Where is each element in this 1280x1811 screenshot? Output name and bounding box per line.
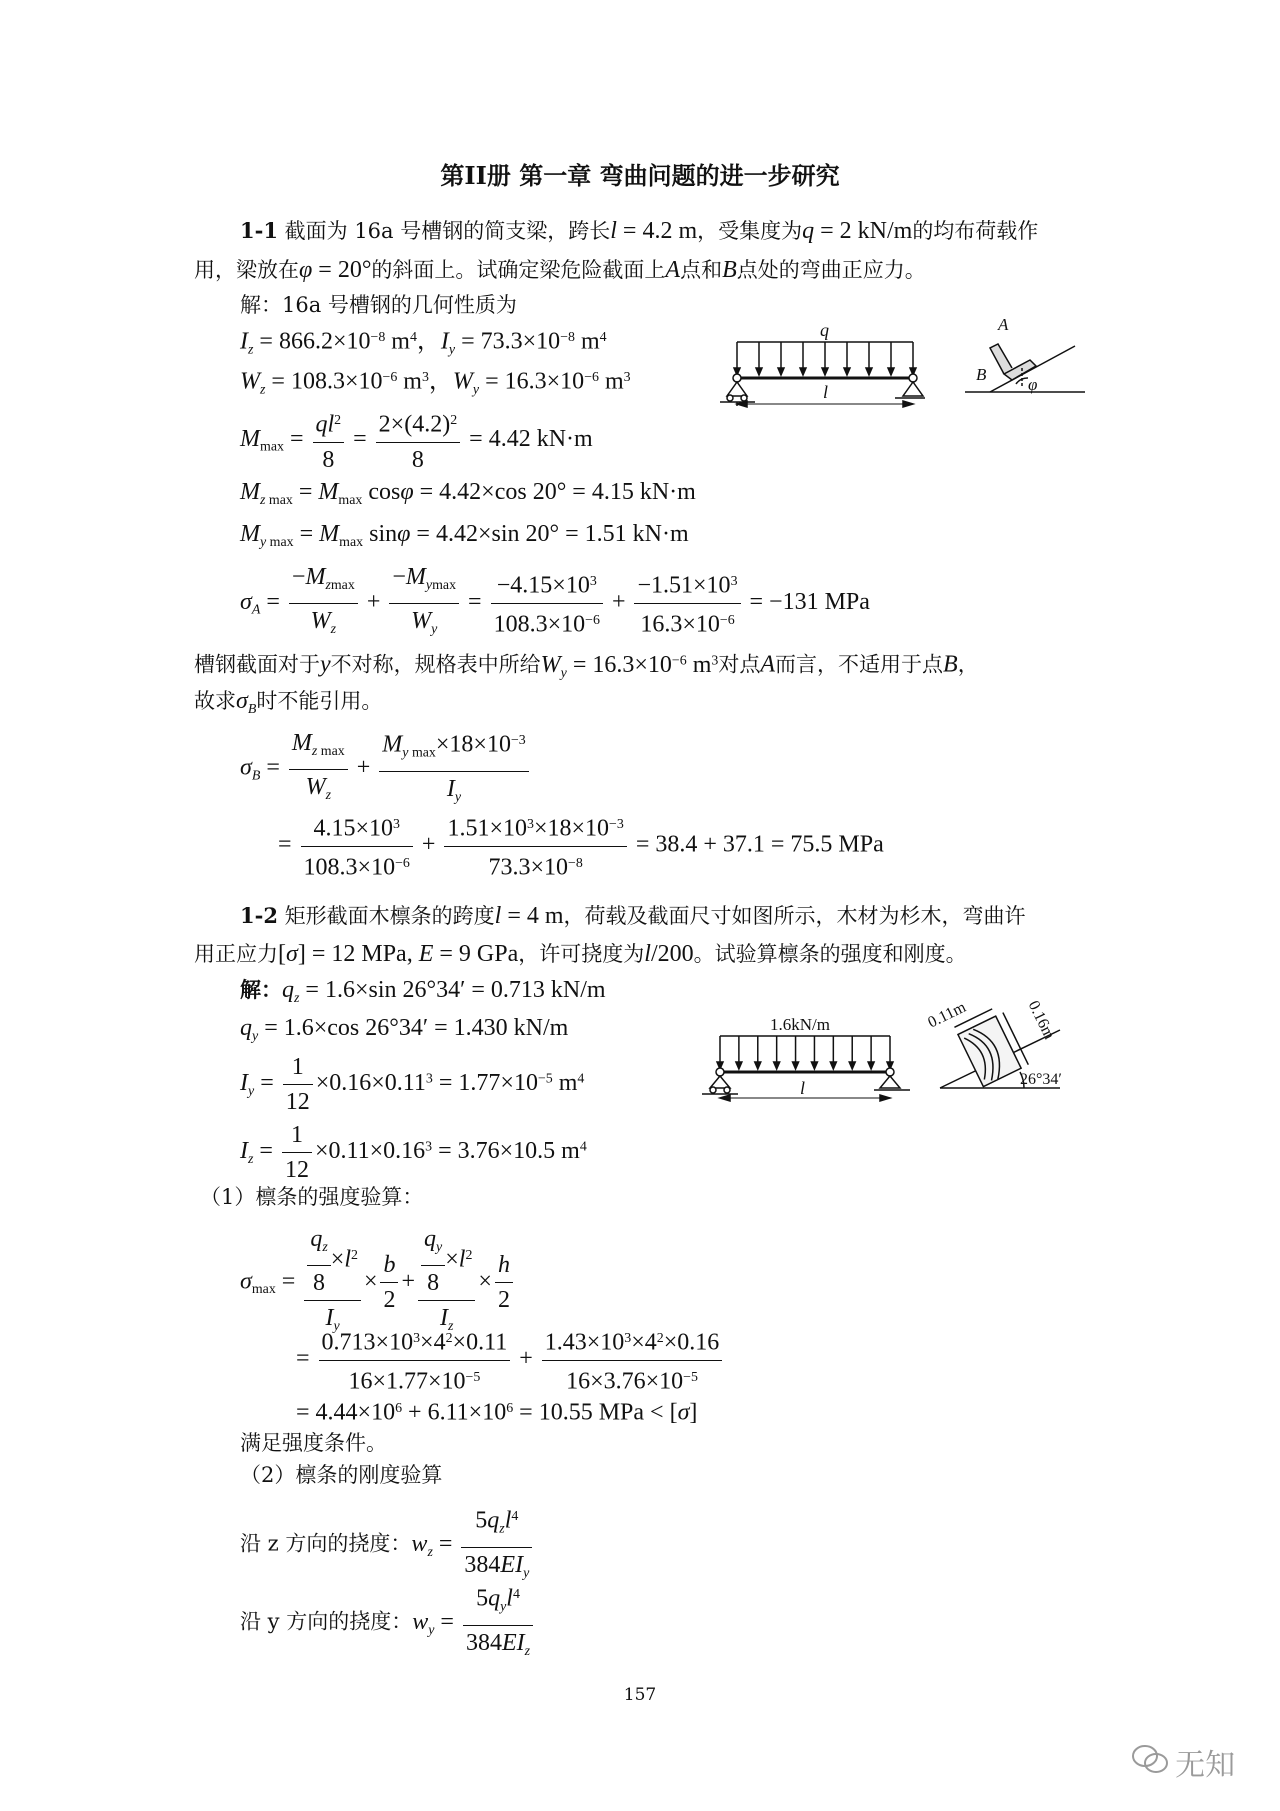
statement-text: 用，梁放在 [194, 258, 299, 282]
eq-Iz: $I_z$ = $\frac{1}{12}$ $\times 0.11\times 0.16^3 = 3.76\times 10.5$ $m^4$ [240, 1118, 587, 1187]
step2-title: （2）檩条的刚度验算 [240, 1463, 443, 1487]
load-arrowhead [868, 1062, 874, 1069]
statement-text: 。试验算檩条的强度和刚度。 [693, 942, 967, 966]
fig-label-angle: 26°34′ [1020, 1071, 1062, 1088]
problem-1-1-statement: 1-1 截面为 16a 号槽钢的简支梁，跨长l = 4.2 m，受集度为q = 2 kN/m的均布荷载作 [240, 218, 1039, 244]
load-arrowhead [888, 368, 894, 375]
eq-sigmaB-result: = $\frac{4.15\times 10^3}{108.3\times 10^{-6}}$ + $\frac{1.51\times 10^3\times 18\times 10^{-3}}{73.3\times 10^{-8}}$ = 38.4 + 37.1 = 75.5 MPa [278, 808, 884, 884]
eq-qy: $q_y = 1.6\times\cos$ 26°34′ = 1.430 kN/m [240, 1015, 569, 1044]
statement-text: 点处的弯曲正应力。 [736, 258, 926, 282]
eq-Mymax: $M_{y max} = M_{max}$ sinφ = 4.42×sin 20° = 1.51 kN·m [240, 521, 689, 550]
statement-text: 截面为 16a 号槽钢的简支梁，跨长 [284, 219, 611, 243]
defl-y-label: 沿 y 方向的挠度： [240, 1609, 413, 1634]
wechat-icon [1130, 1743, 1170, 1781]
satisfied-text: 满足强度条件。 [240, 1431, 387, 1455]
note-text: 对点 [718, 652, 761, 677]
eq-Iy: $I_y$ = $\frac{1}{12}$ $\times 0.16\times 0.11^3 = 1.77\times 10^{-5}$ $m^4$ [240, 1050, 584, 1119]
note-line1: 槽钢截面对于y不对称，规格表中所给$W_y = 16.3\times 10^{-6}$ $m^3$对点A而言，不适用于点B， [194, 651, 979, 681]
solution-label: 解： [240, 978, 282, 1002]
figure-1-1-section [960, 308, 1090, 398]
note-line2: 故求$\sigma_B$时不能引用。 [194, 688, 383, 717]
note-text: 故求 [194, 689, 236, 713]
eq-sigmaB: $\sigma_B$ = $\frac{M_{z max}}{W_z}$ + $\frac{M_{y max}\times 18\times 10^{-3}}{I_y}$ [240, 724, 532, 814]
problem-number: 1-2 [240, 903, 278, 928]
note-text: 而言，不适用于点 [775, 652, 944, 677]
figure-1-1-beam [715, 318, 925, 408]
load-arrowhead [778, 368, 784, 375]
step1-title: （1）檩条的强度验算： [200, 1185, 424, 1209]
load-arrowhead [866, 368, 872, 375]
statement-text: ，荷载及截面尺寸如图所示，木材为杉木，弯曲许 [563, 904, 1026, 928]
load-arrowhead [849, 1062, 855, 1069]
load-arrowhead [822, 368, 828, 375]
statement-text: ，许可挠度为 [518, 942, 645, 966]
eq-Wz-Wy: $W_z = 108.3\times 10^{-6}$ $m^3$，$W_y = 16.3\times 10^{-6}$ $m^3$ [240, 368, 631, 398]
fig-label-l: l [800, 1078, 806, 1098]
fig-label-b: 0.11m [925, 998, 969, 1032]
load-arrowhead [774, 1062, 780, 1069]
load-arrowhead [736, 1062, 742, 1069]
eq-sigmaA: $\sigma_A$ = $\frac{-M_{zmax}}{W_z}$ + $\frac{-M_{ymax}}{W_y}$ = $\frac{-4.15\times 10^3}{108.3\times 10^{-6}}$ + $\frac{-1.51\times 10^3}{16.3\times 10^{-6}}$ = −131 MPa [240, 560, 870, 647]
defl-z-label: 沿 z 方向的挠度： [240, 1531, 412, 1556]
solution-intro: 解：16a 号槽钢的几何性质为 [240, 293, 517, 317]
statement-text: 的均布荷载作 [912, 219, 1039, 243]
problem-number: 1-1 [240, 218, 278, 243]
page-number: 157 [623, 1685, 657, 1705]
load-arrowhead [756, 368, 762, 375]
eq-Iz-Iy: $I_z = 866.2\times 10^{-8}$ $m^4$，$I_y = 73.3\times 10^{-8}$ $m^4$ [240, 328, 607, 358]
fig-label-B: B [976, 365, 987, 384]
eq-Mmax: $M_{max}$ = $\frac{ql^2}{8}$ = $\frac{2\times(4.2)^2}{8}$ = 4.42 kN·m [240, 404, 593, 477]
eq-qz: 解：$q_z = 1.6\times\sin$ 26°34′ = 0.713 kN/m [240, 977, 606, 1006]
figure-1-2-section [920, 988, 1070, 1100]
fig-label-h: 0.16m [1024, 998, 1058, 1043]
eq-sigmamax: $\sigma_{max}$ = $\frac{q_z}{8}$ $\times l^2$ $I_y$ × $\frac{b}{2}$ + $\frac{q_y}{8}$ $\times l^2$ $I_z$ × $\frac{h}{2}$ [240, 1222, 516, 1344]
note-text: 不对称，规格表中所给 [330, 652, 541, 677]
eq-Mzmax: $M_{z max} = M_{max}$ cosφ = 4.42×cos 20° = 4.15 kN·m [240, 479, 696, 508]
statement-text: 点和 [680, 258, 723, 282]
eq-sigmamax-subst: = $\frac{0.713\times 10^3\times 4^2\times 0.11}{16\times 1.77\times 10^{-5}}$ + $\frac{1.43\times 10^3\times 4^2\times 0.16}{16\times 3.76\times 10^{-5}}$ [296, 1322, 725, 1398]
statement-text: ，受集度为 [697, 219, 803, 243]
eq-sigmamax-result: = $4.44\times 10^6 + 6.11\times 10^6 = 10.55$ MPa < [σ] [296, 1399, 698, 1426]
load-arrowhead [811, 1062, 817, 1069]
statement-text: 用正应力 [194, 942, 278, 966]
page-title: 第II册 第一章 弯曲问题的进一步研究 [440, 161, 840, 190]
load-arrowhead [793, 1062, 799, 1069]
watermark-text: 无知 [1175, 1748, 1236, 1783]
problem-1-1-statement-line2: 用，梁放在φ = 20°的斜面上。试确定梁危险截面上A点和B点处的弯曲正应力。 [194, 257, 926, 283]
eq-wz: 沿 z 方向的挠度：$w_z$ = $\frac{5q_zl^4}{384EI_y}$ [240, 1500, 535, 1590]
statement-text: 的斜面上。试确定梁危险截面上 [371, 258, 666, 282]
note-text: 时不能引用。 [256, 689, 383, 713]
note-text: 槽钢截面对于 [194, 652, 320, 677]
load-arrowhead [844, 368, 850, 375]
watermark [1130, 1740, 1235, 1784]
load-arrowhead [800, 368, 806, 375]
fig-label-phi: φ [1028, 375, 1038, 394]
load-arrowhead [830, 1062, 836, 1069]
fig-label-l: l [823, 382, 829, 402]
fig-label-load: 1.6kN/m [770, 1015, 830, 1034]
problem-1-2-statement-line2: 用正应力[σ] = 12 MPa, E = 9 GPa，许可挠度为l/200。试验算檩条的强度和刚度。 [194, 941, 967, 967]
figure-1-2-beam [698, 1012, 918, 1102]
statement-text: 矩形截面木檩条的跨度 [284, 904, 495, 928]
eq-wy: 沿 y 方向的挠度：$w_y$ = $\frac{5q_yl^4}{384EI_z}$ [240, 1578, 536, 1668]
load-arrowhead [755, 1062, 761, 1069]
fig-label-A: A [998, 315, 1009, 334]
problem-1-2-statement: 1-2 矩形截面木檩条的跨度l = 4 m，荷载及截面尺寸如图所示，木材为杉木，弯曲许 [240, 903, 1026, 929]
fig-label-q: q [820, 320, 829, 340]
